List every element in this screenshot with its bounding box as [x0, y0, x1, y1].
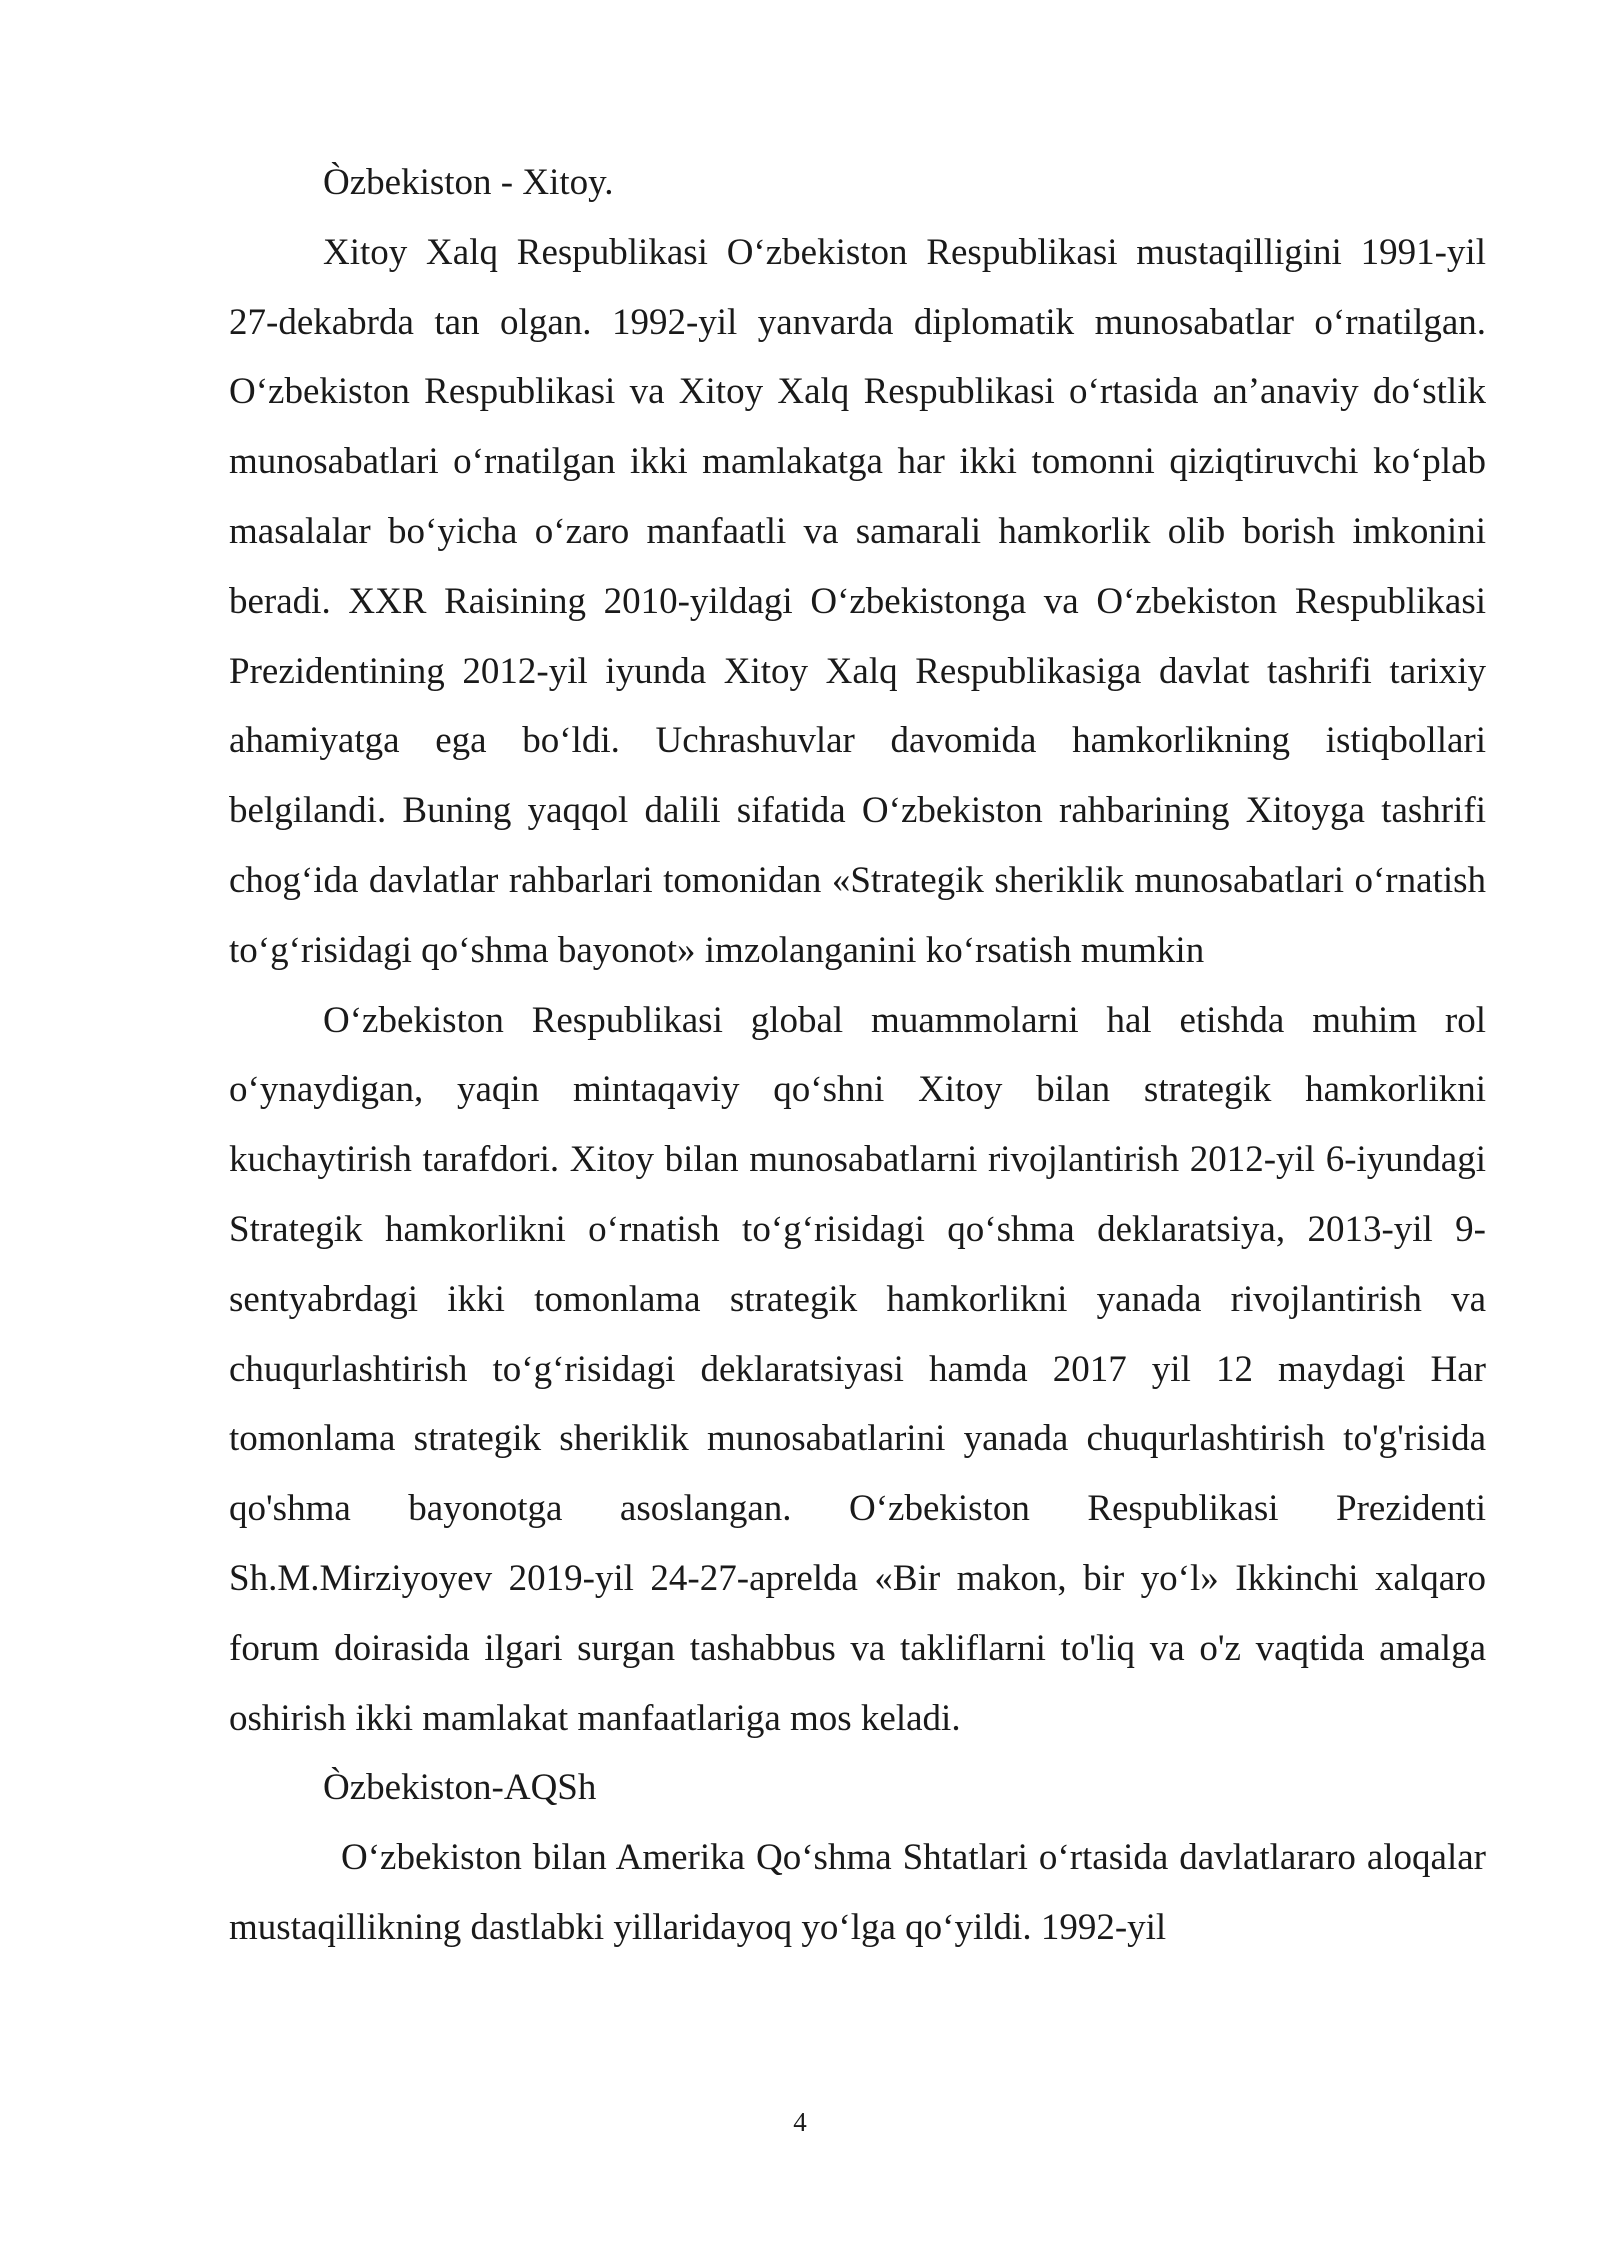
- paragraph-strategic-partnership: O‘zbekiston Respublikasi global muammolarni hal etishda muhim rol o‘ynaydigan, yaqin mintaqaviy qo‘shni Xitoy bilan strategik hamkorlikni kuchaytirish tarafdori. Xitoy bilan munosabatlarni rivojlantirish 2012-yil 6-iyundagi Strategik hamkorlikni o‘rnatish to‘g‘risidagi qo‘shma deklaratsiya, 2013-yil 9-sentyabrdagi ikki tomonlama strategik hamkorlikni yanada rivojlantirish va chuqurlashtirish to‘g‘risidagi deklaratsiyasi hamda 2017 yil 12 maydagi Har tomonlama strategik sheriklik munosabatlarini yanada chuqurlashtirish to'g'risida qo'shma bayonotga asoslangan. O‘zbekiston Respublikasi Prezidenti Sh.M.Mirziyoyev 2019-yil 24-27-aprelda «Bir makon, bir yo‘l» Ikkinchi xalqaro forum doirasida ilgari surgan tashabbus va takliflarni to'liq va o'z vaqtida amalga oshirish ikki mamlakat manfaatlariga mos keladi.: [229, 999, 1486, 1739]
- section-uzbekistan-china: [229, 148, 1486, 1753]
- paragraph-diplomatic-relations: Xitoy Xalq Respublikasi O‘zbekiston Respublikasi mustaqilligini 1991-yil 27-dekabrda tan olgan. 1992-yil yanvarda diplomatik munosabatlar o‘rnatilgan. O‘zbekiston Respublikasi va Xitoy Xalq Respublikasi o‘rtasida an’anaviy do‘stlik munosabatlari o‘rnatilgan ikki mamlakatga har ikki tomonni qiziqtiruvchi ko‘plab masalalar bo‘yicha o‘zaro manfaatli va samarali hamkorlik olib borish imkonini beradi. XXR Raisining 2010-yildagi O‘zbekistonga va O‘zbekiston Respublikasi Prezidentining 2012-yil iyunda Xitoy Xalq Respublikasiga davlat tashrifi tarixiy ahamiyatga ega bo‘ldi. Uchrashuvlar davomida hamkorlikning istiqbollari belgilandi. Buning yaqqol dalili sifatida O‘zbekiston rahbarining Xitoyga tashrifi chog‘ida davlatlar rahbarlari tomonidan «Strategik sheriklik munosabatlari o‘rnatish to‘g‘risidagi qo‘shma bayonot» imzolanganini ko‘rsatish mumkin: [229, 231, 1486, 971]
- section-uzbekistan-usa: [229, 1753, 1486, 1962]
- page-body: [229, 148, 1486, 1963]
- paragraph-interstate-relations: O‘zbekiston bilan Amerika Qo‘shma Shtatlari o‘rtasida davlatlararo aloqalar mustaqillikning dastlabki yillaridayoq yo‘lga qo‘yildi. 1992-yil: [229, 1837, 1486, 1948]
- section-heading-uzbekistan-usa: Òzbekiston-AQSh: [323, 1767, 597, 1809]
- page-number: 4: [793, 2107, 807, 2137]
- section-heading-uzbekistan-china: Òzbekiston - Xitoy.: [323, 162, 614, 203]
